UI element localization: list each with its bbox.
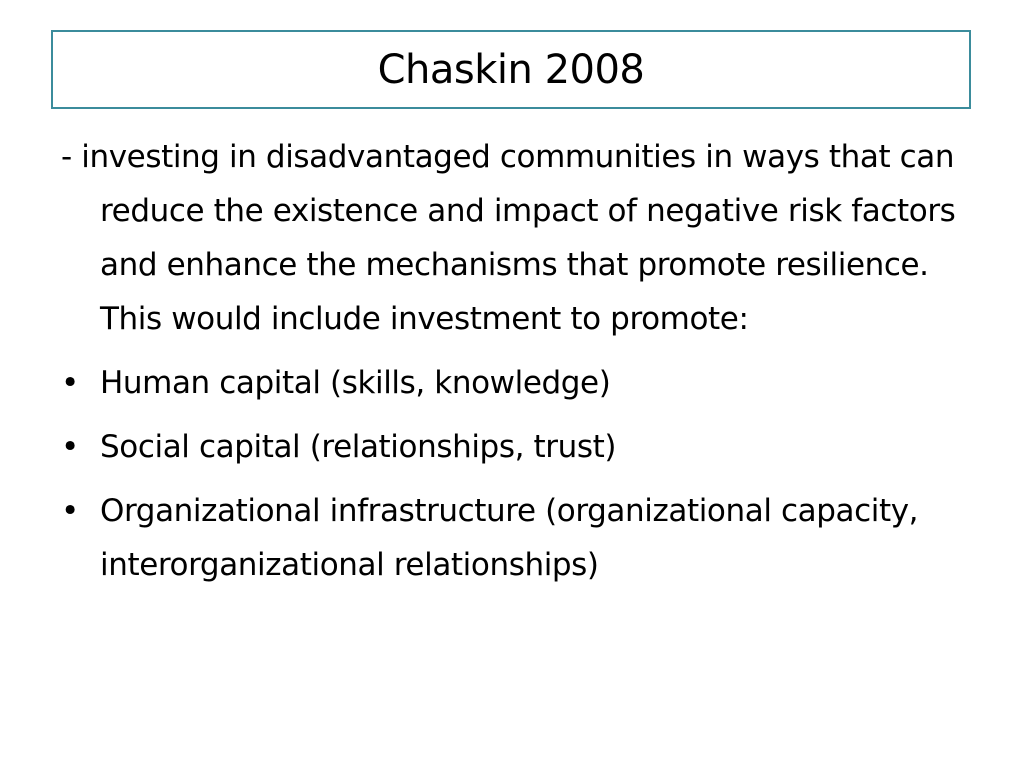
bullet-item <box>61 484 961 592</box>
bullet-text: Human capital (skills, knowledge) <box>100 365 611 401</box>
intro-paragraph: - investing in disadvantaged communities in ways that can reduce the existence and impact of negative risk factors and enhance the mechanisms that promote resilience. This would include investment to promote: <box>61 139 956 337</box>
bullet-text: Social capital (relationships, trust) <box>100 429 617 465</box>
bullet-item <box>61 356 961 410</box>
bullet-text: Organizational infrastructure (organizational capacity, interorganizational relationships) <box>100 493 919 583</box>
bullet-item <box>61 420 961 474</box>
bullet-list <box>61 356 961 592</box>
bullet-icon: • <box>61 429 79 465</box>
slide-title: Chaskin 2008 <box>377 46 645 93</box>
bullet-icon: • <box>61 365 79 401</box>
slide-body <box>61 130 961 602</box>
title-box <box>51 30 971 109</box>
bullet-icon: • <box>61 493 79 529</box>
